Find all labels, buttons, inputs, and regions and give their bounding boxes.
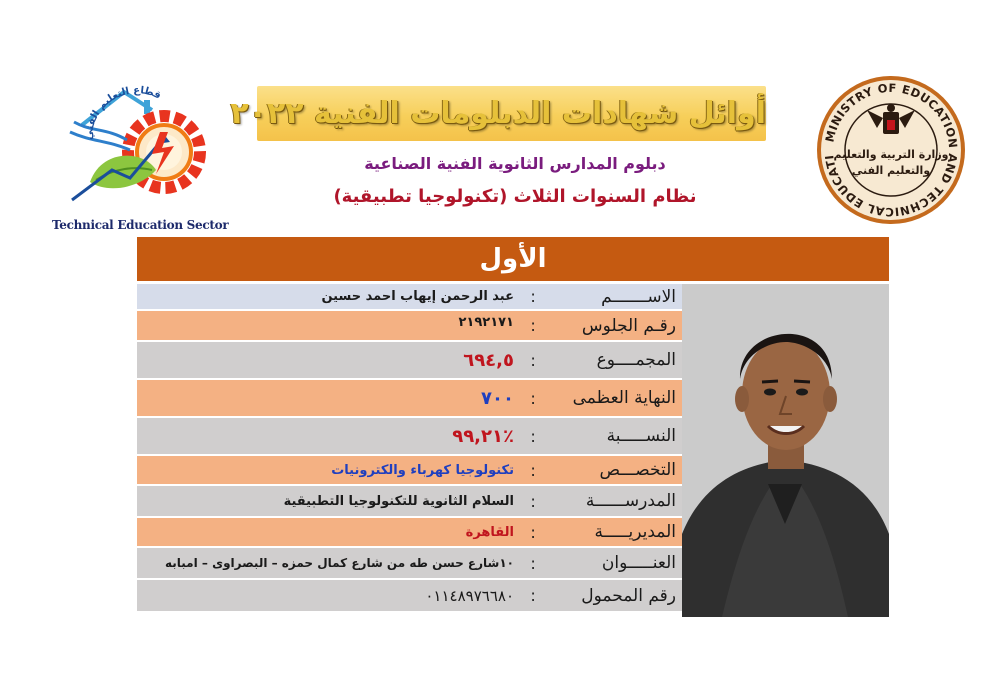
row-percentage <box>137 418 682 456</box>
gear-growth-icon <box>52 70 210 218</box>
row-label: النهاية العظمى <box>572 388 676 408</box>
specialization: تكنولوجيا كهرباء والكترونيات <box>331 462 514 478</box>
row-school <box>137 486 682 518</box>
row-name <box>137 284 682 311</box>
seal-center-line2: والتعليم الفني <box>851 164 931 177</box>
row-label: رقـم الجلوس <box>581 315 676 336</box>
student-name: عبد الرحمن إيهاب احمد حسين <box>321 289 514 304</box>
row-colon: : <box>530 426 536 446</box>
seat-number: ٢١٩٢١٧١ <box>458 315 514 330</box>
row-seat-number <box>137 311 682 342</box>
row-label: التخصـــص <box>599 460 676 480</box>
student-info-table <box>137 284 682 611</box>
row-label: رقم المحمول <box>581 585 676 606</box>
row-label: النســـــبة <box>606 426 676 446</box>
row-colon: : <box>530 350 536 370</box>
row-colon: : <box>530 491 536 511</box>
mobile-number: ٠١١٤٨٩٧٦٦٨٠ <box>425 586 514 605</box>
row-max-score <box>137 380 682 418</box>
address: ١٠شارع حسن طه من شارع كمال حمزه – البصراوى – امبابه <box>164 556 514 570</box>
directorate: القاهرة <box>465 524 514 540</box>
seal-ring-text: MINISTRY OF EDUCATION AND TECHNICAL EDUCATI <box>822 80 961 220</box>
student-photo <box>682 284 889 617</box>
logo-caption: Technical Education Sector <box>52 218 229 232</box>
row-label: المدرســــــة <box>585 491 676 511</box>
row-colon: : <box>530 287 536 306</box>
row-mobile <box>137 580 682 611</box>
row-label: العنـــــوان <box>601 553 676 573</box>
row-colon: : <box>530 553 536 573</box>
row-address <box>137 548 682 580</box>
max-score: ٧٠٠ <box>481 387 514 409</box>
school: السلام الثانوية للتكنولوجيا التطبيقية <box>283 493 514 509</box>
technical-education-sector-logo <box>52 70 229 235</box>
row-colon: : <box>530 586 536 605</box>
row-label: الاســـــــم <box>601 286 676 307</box>
row-colon: : <box>530 388 536 408</box>
seal-center-line1: وزارة التربية والتعليم <box>833 148 949 161</box>
row-directorate <box>137 518 682 548</box>
student-portrait-icon <box>682 284 889 617</box>
row-total <box>137 342 682 380</box>
ministry-seal-logo <box>815 74 967 226</box>
percentage: ٪٩٩,٢١ <box>452 425 514 447</box>
diploma-subtitle: دبلوم المدارس الثانوية الفنية الصناعية <box>364 154 666 173</box>
row-colon: : <box>530 460 536 480</box>
ministry-emblem-icon <box>815 74 967 226</box>
row-label: المجمــــوع <box>596 350 676 370</box>
page-title-banner: أوائل شهادات الدبلومات الفنية ٢٠٢٢ <box>257 86 766 141</box>
total-score: ٦٩٤,٥ <box>463 349 514 371</box>
row-specialization <box>137 456 682 486</box>
row-label: المديريـــــة <box>594 522 676 542</box>
rank-bar: الأول <box>137 237 889 281</box>
row-colon: : <box>530 522 536 542</box>
system-subtitle: نظام السنوات الثلاث (تكنولوجيا تطبيقية) <box>333 186 697 207</box>
logo-arc-text: قطاع التعليم الفني <box>83 85 163 141</box>
row-colon: : <box>530 316 536 335</box>
